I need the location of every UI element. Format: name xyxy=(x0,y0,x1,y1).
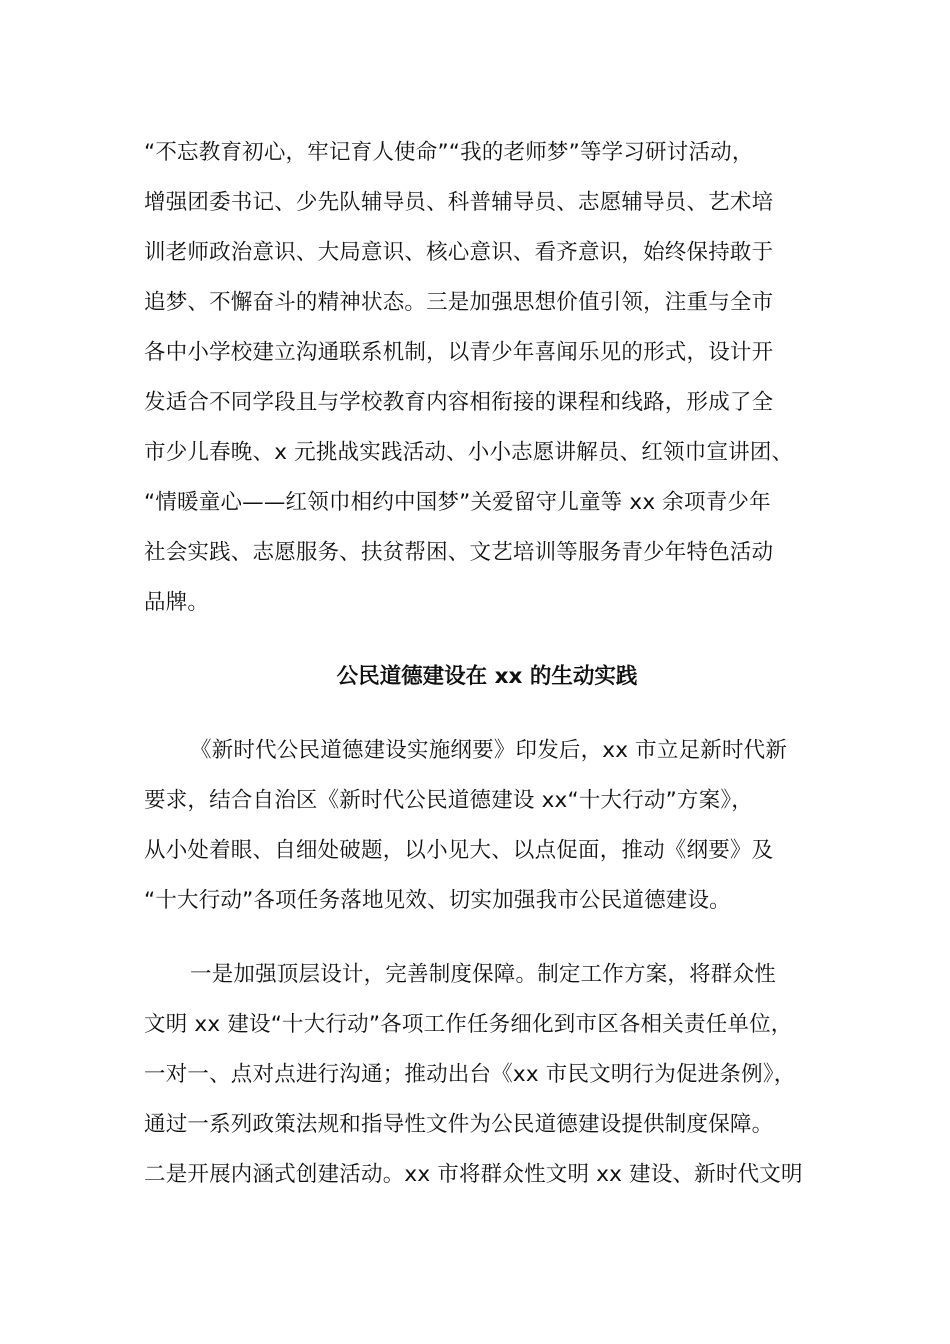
text-line: 发适合不同学段且与学校教育内容相衔接的课程和线路，形成了全 xyxy=(144,390,774,415)
text-line: 通过一系列政策法规和指导性文件为公民道德建设提供制度保障。 xyxy=(144,1112,774,1137)
text-line: 社会实践、志愿服务、扶贫帮困、文艺培训等服务青少年特色活动 xyxy=(144,540,774,565)
text-line: 追梦、不懈奋斗的精神状态。三是加强思想价值引领，注重与全市 xyxy=(144,290,774,315)
section-heading: 公民道德建设在 xx 的生动实践 xyxy=(336,664,638,689)
paragraph-2 xyxy=(144,726,830,926)
text-line: 一是加强顶层设计，完善制度保障。制定工作方案，将群众性 xyxy=(190,962,776,987)
paragraph-3 xyxy=(144,950,830,1200)
paragraph-1 xyxy=(144,128,830,628)
text-line: 训老师政治意识、大局意识、核心意识、看齐意识，始终保持敢于 xyxy=(144,240,774,265)
text-line: 增强团委书记、少先队辅导员、科普辅导员、志愿辅导员、艺术培 xyxy=(144,190,774,215)
text-line: 一对一、点对点进行沟通；推动出台《xx 市民文明行为促进条例》， xyxy=(144,1062,796,1087)
text-line: 二是开展内涵式创建活动。xx 市将群众性文明 xx 建设、新时代文明 xyxy=(144,1162,803,1187)
text-line: 市少儿春晚、x 元挑战实践活动、小小志愿讲解员、红领巾宣讲团、 xyxy=(144,440,794,465)
text-line: “情暖童心——红领巾相约中国梦”关爱留守儿童等 xx 余项青少年 xyxy=(144,490,771,515)
text-line: 从小处着眼、自细处破题，以小见大、以点促面，推动《纲要》及 xyxy=(144,838,774,863)
text-line: “不忘教育初心，牢记育人使命”“我的老师梦”等学习研讨活动， xyxy=(144,140,754,165)
text-line: 要求，结合自治区《新时代公民道德建设 xx“十大行动”方案》， xyxy=(144,788,754,813)
text-line: 品牌。 xyxy=(144,590,210,615)
text-line: 各中小学校建立沟通联系机制，以青少年喜闻乐见的形式，设计开 xyxy=(144,340,774,365)
text-line: 《新时代公民道德建设实施纲要》印发后，xx 市立足新时代新 xyxy=(190,738,788,763)
text-line: “十大行动”各项任务落地见效、切实加强我市公民道德建设。 xyxy=(144,888,731,913)
document-body xyxy=(144,128,830,1200)
text-line: 文明 xx 建设“十大行动”各项工作任务细化到市区各相关责任单位， xyxy=(144,1012,793,1037)
